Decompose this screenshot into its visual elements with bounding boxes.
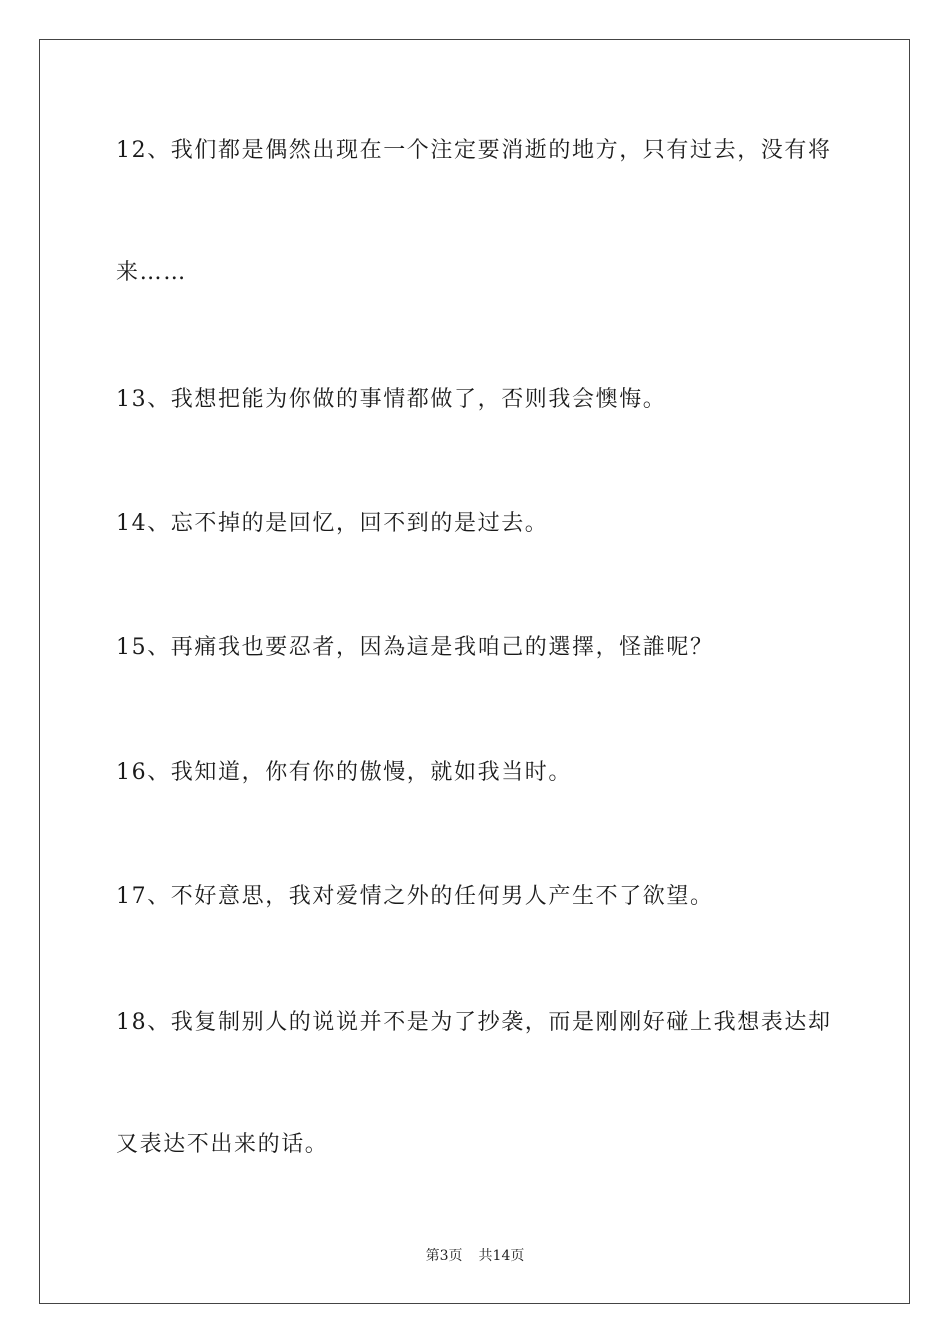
- text-line-14: 14、忘不掉的是回忆，回不到的是过去。: [116, 511, 549, 536]
- text-line-17: 17、不好意思，我对爱情之外的任何男人产生不了欲望。: [116, 884, 714, 909]
- text-line-13: 13、我想把能为你做的事情都做了，否则我会懊悔。: [116, 387, 667, 412]
- text-line-18a: 18、我复制别人的说说并不是为了抄袭，而是刚刚好碰上我想表达却: [116, 1010, 832, 1035]
- text-line-16: 16、我知道，你有你的傲慢，就如我当时。: [116, 760, 572, 785]
- text-line-18b: 又表达不出来的话。: [116, 1132, 329, 1157]
- text-line-12b: 来……: [116, 260, 187, 285]
- page-border: [39, 39, 910, 1304]
- page-footer: [0, 1247, 950, 1265]
- text-line-12a: 12、我们都是偶然出现在一个注定要消逝的地方，只有过去，没有将: [116, 138, 832, 163]
- page-number: 第3页: [425, 1248, 463, 1264]
- text-line-15: 15、再痛我也要忍者，因為這是我咱己的選擇，怪誰呢？: [116, 635, 714, 660]
- page-total: 共14页: [478, 1248, 525, 1264]
